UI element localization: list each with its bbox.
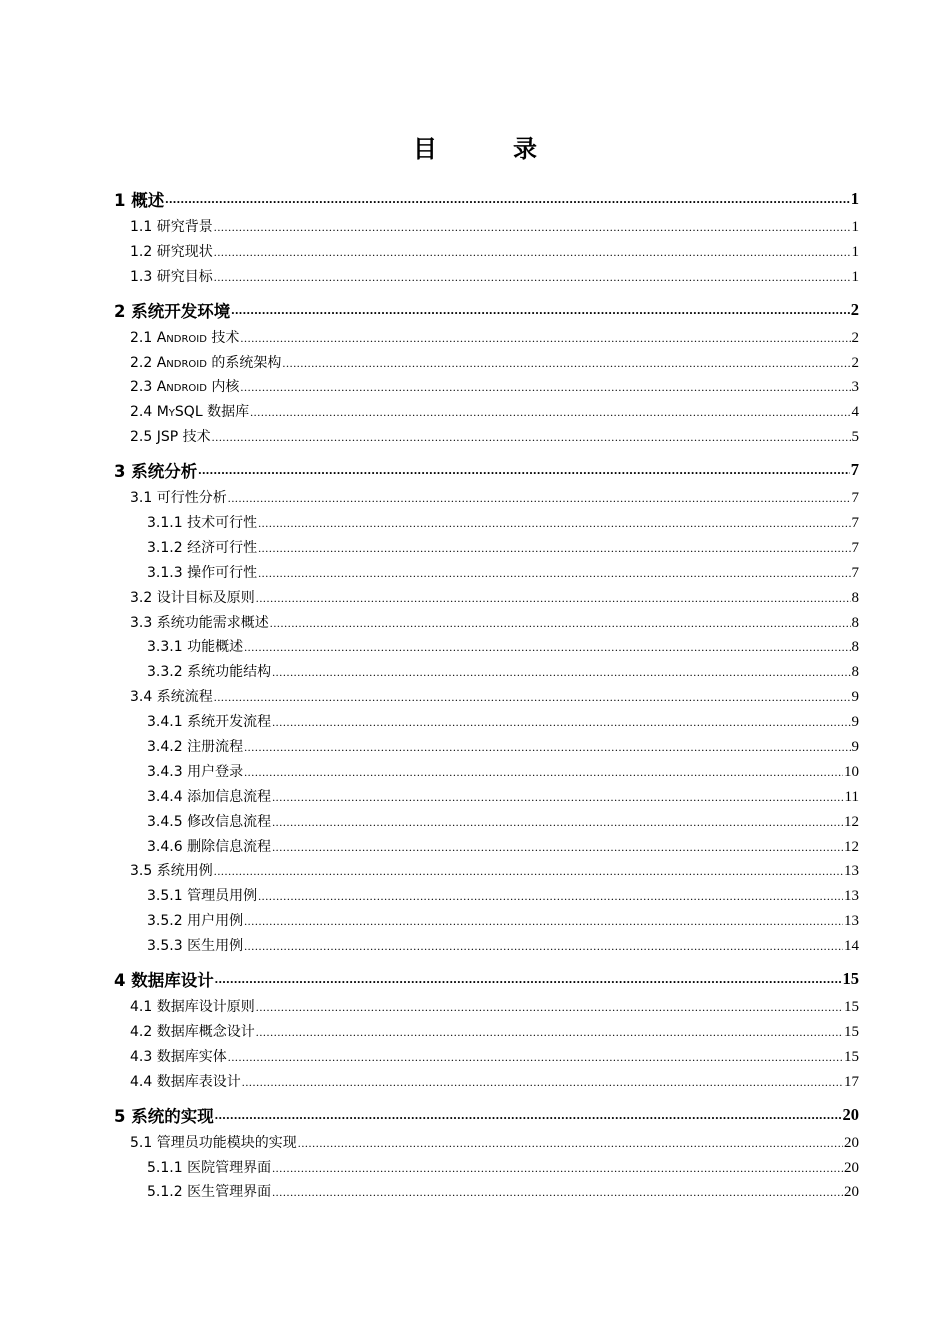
toc-entry-page-number: 2 bbox=[851, 329, 859, 346]
toc-entry-page-number: 15 bbox=[844, 1048, 859, 1065]
toc-dot-leader bbox=[214, 220, 851, 235]
toc-entry-page-number: 13 bbox=[844, 863, 859, 880]
toc-dot-leader bbox=[214, 864, 843, 879]
toc-entry-page-number: 12 bbox=[844, 813, 859, 830]
toc-entry-page-number: 7 bbox=[851, 515, 859, 532]
toc-dot-leader bbox=[272, 1185, 843, 1200]
toc-entry-page-number: 15 bbox=[844, 999, 859, 1016]
toc-dot-leader bbox=[298, 1136, 843, 1151]
toc-entry-page-number: 1 bbox=[851, 219, 859, 235]
toc-entry[interactable] bbox=[114, 293, 859, 327]
toc-entry[interactable] bbox=[114, 1021, 859, 1046]
toc-entry-title: 2.3 Android 内核 bbox=[130, 379, 240, 396]
toc-dot-leader bbox=[250, 405, 850, 420]
toc-dot-leader bbox=[272, 815, 843, 830]
toc-entry-page-number: 11 bbox=[844, 788, 859, 805]
toc-entry-title: 2 系统开发环境 bbox=[114, 301, 231, 321]
toc-entry-page-number: 17 bbox=[844, 1073, 859, 1090]
toc-entry-title: 4.4 数据库表设计 bbox=[130, 1073, 241, 1090]
toc-entry-title: 3.5 系统用例 bbox=[130, 863, 213, 880]
toc-dot-leader bbox=[228, 1050, 843, 1065]
toc-entry-page-number: 7 bbox=[851, 564, 859, 581]
toc-dot-leader bbox=[244, 765, 843, 780]
toc-entry[interactable] bbox=[114, 376, 859, 401]
toc-entry[interactable] bbox=[114, 1046, 859, 1071]
toc-dot-leader bbox=[214, 270, 851, 285]
toc-entry-title: 3.5.1 管理员用例 bbox=[147, 888, 258, 905]
toc-entry-title: 3.4 系统流程 bbox=[130, 689, 213, 706]
toc-entry[interactable] bbox=[114, 327, 859, 352]
toc-entry[interactable] bbox=[114, 182, 859, 216]
toc-entry[interactable] bbox=[114, 1157, 859, 1182]
toc-dot-leader bbox=[244, 914, 843, 929]
toc-entry[interactable] bbox=[114, 786, 859, 811]
toc-entry-title: 3.4.3 用户登录 bbox=[147, 763, 244, 780]
toc-dot-leader bbox=[272, 665, 850, 680]
toc-entry[interactable] bbox=[114, 661, 859, 686]
toc-dot-leader bbox=[272, 840, 843, 855]
toc-dot-leader bbox=[214, 690, 851, 705]
toc-dot-leader bbox=[198, 462, 850, 478]
toc-entry-page-number: 3 bbox=[851, 379, 859, 396]
toc-entry-title: 3.4.6 删除信息流程 bbox=[147, 838, 272, 855]
toc-entry-title: 5 系统的实现 bbox=[114, 1106, 214, 1126]
toc-entry-page-number: 9 bbox=[851, 689, 859, 706]
toc-entry-title: 3.4.5 修改信息流程 bbox=[147, 813, 272, 830]
toc-entry-title: 3.1.3 操作可行性 bbox=[147, 564, 258, 581]
toc-entry-title: 3.3.2 系统功能结构 bbox=[147, 664, 272, 681]
toc-entry[interactable] bbox=[114, 935, 859, 960]
toc-entry-page-number: 15 bbox=[844, 1023, 859, 1040]
toc-entry-title: 3.2 设计目标及原则 bbox=[130, 589, 255, 606]
toc-entry-title: 3.1.2 经济可行性 bbox=[147, 539, 258, 556]
toc-dot-leader bbox=[256, 591, 851, 606]
toc-entry[interactable] bbox=[114, 885, 859, 910]
toc-entry[interactable] bbox=[114, 996, 859, 1021]
toc-entry-page-number: 20 bbox=[842, 1104, 859, 1124]
toc-entry-title: 3.4.2 注册流程 bbox=[147, 739, 244, 756]
toc-entry-page-number: 8 bbox=[851, 664, 859, 681]
toc-dot-leader bbox=[244, 740, 850, 755]
toc-entry-title: 5.1 管理员功能模块的实现 bbox=[130, 1134, 297, 1151]
toc-entry[interactable] bbox=[114, 836, 859, 861]
toc-entry-title: 4.2 数据库概念设计 bbox=[130, 1023, 255, 1040]
toc-entry[interactable] bbox=[114, 736, 859, 761]
toc-entry-title: 1.3 研究目标 bbox=[130, 268, 213, 285]
toc-entry-title: 1.2 研究现状 bbox=[130, 243, 213, 260]
toc-entry-title: 1.1 研究背景 bbox=[130, 219, 213, 235]
toc-entry-page-number: 4 bbox=[851, 404, 859, 421]
toc-entry[interactable] bbox=[114, 1181, 859, 1206]
toc-entry-page-number: 7 bbox=[851, 490, 859, 507]
toc-entry-page-number: 13 bbox=[844, 888, 859, 905]
toc-entry-page-number: 2 bbox=[851, 354, 859, 371]
toc-entry[interactable] bbox=[114, 562, 859, 587]
toc-entry-page-number: 5 bbox=[851, 429, 859, 446]
toc-entry-page-number: 7 bbox=[850, 460, 859, 480]
toc-entry[interactable] bbox=[114, 761, 859, 786]
toc-entry-page-number: 20 bbox=[844, 1134, 859, 1151]
toc-entry-title: 3.1 可行性分析 bbox=[130, 490, 227, 507]
toc-entry[interactable] bbox=[114, 612, 859, 637]
toc-entry-page-number: 1 bbox=[850, 189, 859, 208]
toc-entry-title: 3.4.1 系统开发流程 bbox=[147, 714, 272, 731]
toc-entry[interactable] bbox=[114, 1098, 859, 1132]
toc-entry-title: 3.1.1 技术可行性 bbox=[147, 515, 258, 532]
toc-entry[interactable] bbox=[114, 636, 859, 661]
toc-entry[interactable] bbox=[114, 537, 859, 562]
toc-dot-leader bbox=[228, 491, 851, 506]
toc-dot-leader bbox=[240, 331, 850, 346]
toc-entry[interactable] bbox=[114, 401, 859, 426]
toc-entry-title: 5.1.2 医生管理界面 bbox=[147, 1184, 272, 1201]
toc-entry-title: 3.3 系统功能需求概述 bbox=[130, 614, 269, 631]
toc-entry-page-number: 20 bbox=[844, 1159, 859, 1176]
toc-entry-page-number: 20 bbox=[844, 1184, 859, 1201]
toc-dot-leader bbox=[258, 516, 850, 531]
toc-entry-title: 4 数据库设计 bbox=[114, 971, 214, 991]
toc-entry[interactable] bbox=[114, 686, 859, 711]
toc-dot-leader bbox=[242, 1075, 843, 1090]
toc-entry[interactable] bbox=[114, 910, 859, 935]
toc-entry[interactable] bbox=[114, 962, 859, 996]
toc-entry[interactable] bbox=[114, 1071, 859, 1096]
toc-dot-leader bbox=[256, 1000, 843, 1015]
toc-entry-page-number: 9 bbox=[851, 739, 859, 756]
toc-entry-page-number: 1 bbox=[851, 243, 859, 260]
toc-dot-leader bbox=[215, 1107, 842, 1123]
toc-entry[interactable] bbox=[114, 512, 859, 537]
toc-entry[interactable] bbox=[114, 587, 859, 612]
toc-dot-leader bbox=[165, 191, 850, 207]
toc-entry-title: 1 概述 bbox=[114, 191, 165, 210]
toc-entry-title: 4.1 数据库设计原则 bbox=[130, 999, 255, 1016]
toc-entry[interactable] bbox=[114, 216, 859, 241]
toc-dot-leader bbox=[270, 616, 851, 631]
toc-dot-leader bbox=[214, 245, 851, 260]
toc-entry-page-number: 1 bbox=[851, 268, 859, 285]
toc-entry[interactable] bbox=[114, 241, 859, 266]
toc-entry[interactable] bbox=[114, 426, 859, 451]
toc-dot-leader bbox=[256, 1025, 843, 1040]
toc-dot-leader bbox=[231, 302, 850, 318]
toc-entry-page-number: 7 bbox=[851, 539, 859, 556]
toc-entry[interactable] bbox=[114, 860, 859, 885]
toc-entry-title: 2.5 JSP 技术 bbox=[130, 429, 211, 446]
toc-entry[interactable] bbox=[114, 711, 859, 736]
toc-entry-title: 2.2 Android 的系统架构 bbox=[130, 354, 282, 371]
toc-entry-title: 2.4 MySQL 数据库 bbox=[130, 404, 250, 421]
toc-entry[interactable] bbox=[114, 487, 859, 512]
toc-dot-leader bbox=[272, 1161, 843, 1176]
toc-entry-title: 3.5.2 用户用例 bbox=[147, 913, 244, 930]
toc-entry-page-number: 10 bbox=[844, 763, 859, 780]
toc-entry-title: 4.3 数据库实体 bbox=[130, 1048, 227, 1065]
toc-entry-title: 5.1.1 医院管理界面 bbox=[147, 1159, 272, 1176]
toc-dot-leader bbox=[258, 889, 843, 904]
toc-entry[interactable] bbox=[114, 811, 859, 836]
toc-dot-leader bbox=[244, 939, 843, 954]
toc-entry-title: 3.4.4 添加信息流程 bbox=[147, 788, 272, 805]
toc-entry-title: 3.5.3 医生用例 bbox=[147, 938, 244, 955]
toc-entry[interactable] bbox=[114, 1132, 859, 1157]
table-of-contents bbox=[114, 180, 859, 1206]
toc-dot-leader bbox=[258, 541, 850, 556]
page-title: 目 录 bbox=[413, 135, 563, 163]
toc-dot-leader bbox=[244, 640, 850, 655]
toc-dot-leader bbox=[258, 566, 850, 581]
toc-entry[interactable] bbox=[114, 352, 859, 377]
toc-dot-leader bbox=[272, 715, 850, 730]
toc-dot-leader bbox=[282, 356, 850, 371]
toc-entry-page-number: 12 bbox=[844, 838, 859, 855]
toc-entry-page-number: 8 bbox=[851, 639, 859, 656]
toc-entry-page-number: 9 bbox=[851, 714, 859, 731]
toc-dot-leader bbox=[215, 971, 842, 987]
toc-entry[interactable] bbox=[114, 453, 859, 487]
toc-entry-page-number: 8 bbox=[851, 589, 859, 606]
toc-dot-leader bbox=[240, 380, 850, 395]
toc-entry-page-number: 13 bbox=[844, 913, 859, 930]
toc-entry-page-number: 15 bbox=[842, 969, 859, 989]
toc-dot-leader bbox=[212, 430, 851, 445]
toc-dot-leader bbox=[272, 790, 843, 805]
toc-entry[interactable] bbox=[114, 266, 859, 291]
toc-entry-page-number: 14 bbox=[844, 938, 859, 955]
toc-entry-page-number: 8 bbox=[851, 614, 859, 631]
toc-entry-title: 3.3.1 功能概述 bbox=[147, 639, 244, 656]
toc-entry-page-number: 2 bbox=[850, 299, 859, 319]
toc-entry-title: 3 系统分析 bbox=[114, 462, 198, 482]
toc-entry-title: 2.1 Android 技术 bbox=[130, 329, 240, 346]
